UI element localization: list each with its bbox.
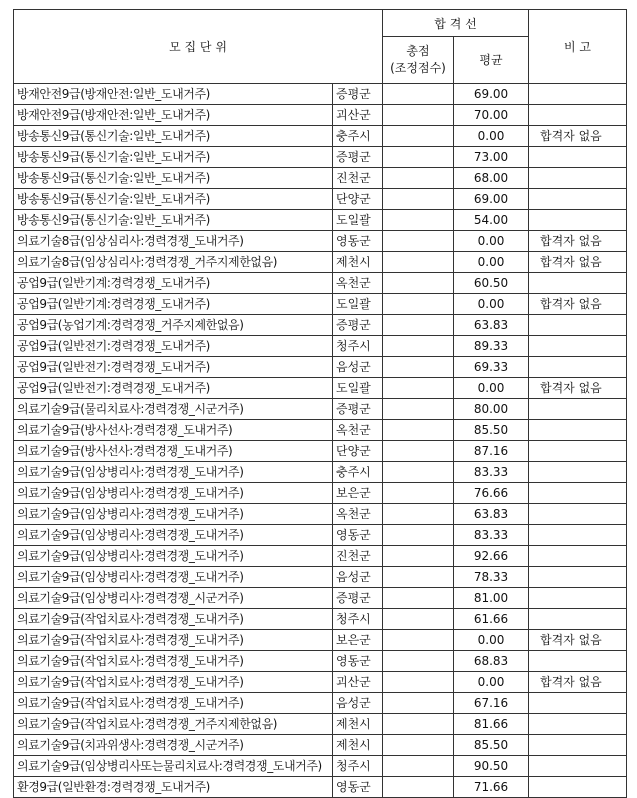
average-score-cell: 69.00 (454, 84, 529, 105)
region-cell: 청주시 (333, 336, 383, 357)
region-cell: 진천군 (333, 546, 383, 567)
recruitment-unit-cell: 의료기술9급(치과위생사:경력경쟁_시군거주) (14, 735, 333, 756)
average-score-cell: 0.00 (454, 294, 529, 315)
region-cell: 제천시 (333, 252, 383, 273)
total-score-cell (383, 672, 454, 693)
recruitment-unit-cell: 의료기술8급(임상심리사:경력경쟁_거주지제한없음) (14, 252, 333, 273)
table-row (14, 672, 627, 693)
region-cell: 단양군 (333, 189, 383, 210)
header-total-score (383, 37, 454, 84)
region-cell: 증평군 (333, 315, 383, 336)
region-cell: 음성군 (333, 567, 383, 588)
total-score-cell (383, 420, 454, 441)
recruitment-unit-cell: 공업9급(일반전기:경력경쟁_도내거주) (14, 357, 333, 378)
table-row (14, 294, 627, 315)
region-cell: 영동군 (333, 231, 383, 252)
recruitment-unit-cell: 환경9급(일반환경:경력경쟁_도내거주) (14, 777, 333, 798)
region-cell: 보은군 (333, 630, 383, 651)
total-score-cell (383, 84, 454, 105)
table-row (14, 777, 627, 798)
recruitment-unit-cell: 의료기술9급(물리치료사:경력경쟁_시군거주) (14, 399, 333, 420)
region-cell: 증평군 (333, 588, 383, 609)
recruitment-unit-cell: 방재안전9급(방재안전:일반_도내거주) (14, 84, 333, 105)
table-row (14, 693, 627, 714)
table-row (14, 231, 627, 252)
recruitment-unit-cell: 의료기술9급(임상병리사또는물리치료사:경력경쟁_도내거주) (14, 756, 333, 777)
remarks-cell (529, 273, 627, 294)
region-cell: 충주시 (333, 462, 383, 483)
remarks-cell (529, 483, 627, 504)
remarks-cell (529, 420, 627, 441)
remarks-cell (529, 651, 627, 672)
recruitment-unit-cell: 방송통신9급(통신기술:일반_도내거주) (14, 126, 333, 147)
region-cell: 진천군 (333, 168, 383, 189)
total-score-cell (383, 567, 454, 588)
table-row (14, 399, 627, 420)
average-score-cell: 54.00 (454, 210, 529, 231)
average-score-cell: 63.83 (454, 504, 529, 525)
total-score-cell (383, 147, 454, 168)
recruitment-unit-cell: 의료기술8급(임상심리사:경력경쟁_도내거주) (14, 231, 333, 252)
average-score-cell: 69.00 (454, 189, 529, 210)
average-score-cell: 0.00 (454, 630, 529, 651)
header-remarks: 비 고 (529, 10, 627, 84)
recruitment-unit-cell: 의료기술9급(작업치료사:경력경쟁_도내거주) (14, 630, 333, 651)
average-score-cell: 60.50 (454, 273, 529, 294)
total-score-cell (383, 189, 454, 210)
total-score-cell (383, 105, 454, 126)
total-score-cell (383, 651, 454, 672)
table-row (14, 504, 627, 525)
total-score-cell (383, 777, 454, 798)
total-score-cell (383, 378, 454, 399)
remarks-cell (529, 735, 627, 756)
average-score-cell: 90.50 (454, 756, 529, 777)
pass-score-table (13, 9, 627, 798)
total-score-cell (383, 525, 454, 546)
average-score-cell: 89.33 (454, 336, 529, 357)
average-score-cell: 0.00 (454, 378, 529, 399)
table-row (14, 168, 627, 189)
remarks-cell (529, 147, 627, 168)
remarks-cell: 합격자 없음 (529, 672, 627, 693)
average-score-cell: 92.66 (454, 546, 529, 567)
total-score-cell (383, 210, 454, 231)
remarks-cell (529, 693, 627, 714)
total-score-cell (383, 588, 454, 609)
table-row (14, 84, 627, 105)
table-row (14, 714, 627, 735)
recruitment-unit-cell: 의료기술9급(임상병리사:경력경쟁_도내거주) (14, 546, 333, 567)
average-score-cell: 67.16 (454, 693, 529, 714)
recruitment-unit-cell: 공업9급(일반기계:경력경쟁_도내거주) (14, 294, 333, 315)
recruitment-unit-cell: 공업9급(일반기계:경력경쟁_도내거주) (14, 273, 333, 294)
table-row (14, 126, 627, 147)
region-cell: 증평군 (333, 84, 383, 105)
region-cell: 제천시 (333, 714, 383, 735)
region-cell: 음성군 (333, 357, 383, 378)
recruitment-unit-cell: 의료기술9급(임상병리사:경력경쟁_도내거주) (14, 483, 333, 504)
table-row (14, 147, 627, 168)
table-row (14, 462, 627, 483)
region-cell: 청주시 (333, 756, 383, 777)
region-cell: 단양군 (333, 441, 383, 462)
total-score-cell (383, 357, 454, 378)
remarks-cell (529, 315, 627, 336)
recruitment-unit-cell: 방송통신9급(통신기술:일반_도내거주) (14, 189, 333, 210)
total-score-cell (383, 252, 454, 273)
recruitment-unit-cell: 의료기술9급(임상병리사:경력경쟁_도내거주) (14, 504, 333, 525)
recruitment-unit-cell: 방송통신9급(통신기술:일반_도내거주) (14, 147, 333, 168)
average-score-cell: 83.33 (454, 525, 529, 546)
average-score-cell: 70.00 (454, 105, 529, 126)
region-cell: 충주시 (333, 126, 383, 147)
region-cell: 괴산군 (333, 105, 383, 126)
total-score-cell (383, 546, 454, 567)
total-score-cell (383, 483, 454, 504)
recruitment-unit-cell: 공업9급(일반전기:경력경쟁_도내거주) (14, 336, 333, 357)
table-row (14, 525, 627, 546)
header-total-label: 총점 (406, 44, 430, 58)
table-row (14, 210, 627, 231)
total-score-cell (383, 441, 454, 462)
table-header (14, 10, 627, 84)
recruitment-unit-cell: 의료기술9급(작업치료사:경력경쟁_도내거주) (14, 651, 333, 672)
recruitment-unit-cell: 의료기술9급(임상병리사:경력경쟁_도내거주) (14, 462, 333, 483)
average-score-cell: 83.33 (454, 462, 529, 483)
table-row (14, 756, 627, 777)
region-cell: 옥천군 (333, 420, 383, 441)
recruitment-unit-cell: 의료기술9급(임상병리사:경력경쟁_도내거주) (14, 567, 333, 588)
region-cell: 옥천군 (333, 504, 383, 525)
table-row (14, 651, 627, 672)
remarks-cell (529, 609, 627, 630)
region-cell: 도일괄 (333, 378, 383, 399)
total-score-cell (383, 462, 454, 483)
table-row (14, 315, 627, 336)
average-score-cell: 61.66 (454, 609, 529, 630)
average-score-cell: 85.50 (454, 735, 529, 756)
header-total-sublabel: (조정점수) (390, 61, 446, 75)
total-score-cell (383, 504, 454, 525)
average-score-cell: 80.00 (454, 399, 529, 420)
region-cell: 제천시 (333, 735, 383, 756)
table-row (14, 420, 627, 441)
recruitment-unit-cell: 방송통신9급(통신기술:일반_도내거주) (14, 210, 333, 231)
recruitment-unit-cell: 의료기술9급(방사선사:경력경쟁_도내거주) (14, 420, 333, 441)
remarks-cell (529, 588, 627, 609)
remarks-cell: 합격자 없음 (529, 294, 627, 315)
average-score-cell: 81.00 (454, 588, 529, 609)
remarks-cell (529, 210, 627, 231)
remarks-cell: 합격자 없음 (529, 231, 627, 252)
recruitment-unit-cell: 방송통신9급(통신기술:일반_도내거주) (14, 168, 333, 189)
remarks-cell (529, 105, 627, 126)
remarks-cell (529, 777, 627, 798)
remarks-cell (529, 525, 627, 546)
total-score-cell (383, 693, 454, 714)
table-row (14, 441, 627, 462)
table-row (14, 336, 627, 357)
total-score-cell (383, 231, 454, 252)
recruitment-unit-cell: 방재안전9급(방재안전:일반_도내거주) (14, 105, 333, 126)
header-average: 평균 (454, 37, 529, 84)
remarks-cell (529, 441, 627, 462)
average-score-cell: 69.33 (454, 357, 529, 378)
table-row (14, 189, 627, 210)
region-cell: 도일괄 (333, 210, 383, 231)
table-row (14, 735, 627, 756)
recruitment-unit-cell: 의료기술9급(작업치료사:경력경쟁_도내거주) (14, 609, 333, 630)
remarks-cell: 합격자 없음 (529, 378, 627, 399)
table-row (14, 273, 627, 294)
total-score-cell (383, 168, 454, 189)
region-cell: 청주시 (333, 609, 383, 630)
average-score-cell: 85.50 (454, 420, 529, 441)
remarks-cell (529, 546, 627, 567)
region-cell: 옥천군 (333, 273, 383, 294)
table-row (14, 630, 627, 651)
remarks-cell (529, 504, 627, 525)
table-row (14, 567, 627, 588)
table-row (14, 546, 627, 567)
recruitment-unit-cell: 의료기술9급(임상병리사:경력경쟁_도내거주) (14, 525, 333, 546)
average-score-cell: 87.16 (454, 441, 529, 462)
remarks-cell: 합격자 없음 (529, 252, 627, 273)
remarks-cell (529, 336, 627, 357)
recruitment-unit-cell: 의료기술9급(임상병리사:경력경쟁_시군거주) (14, 588, 333, 609)
remarks-cell: 합격자 없음 (529, 630, 627, 651)
total-score-cell (383, 714, 454, 735)
region-cell: 도일괄 (333, 294, 383, 315)
remarks-cell (529, 399, 627, 420)
region-cell: 영동군 (333, 777, 383, 798)
average-score-cell: 0.00 (454, 231, 529, 252)
total-score-cell (383, 756, 454, 777)
recruitment-unit-cell: 의료기술9급(작업치료사:경력경쟁_거주지제한없음) (14, 714, 333, 735)
table-row (14, 588, 627, 609)
average-score-cell: 0.00 (454, 672, 529, 693)
remarks-cell (529, 714, 627, 735)
region-cell: 증평군 (333, 147, 383, 168)
table-row (14, 609, 627, 630)
average-score-cell: 68.00 (454, 168, 529, 189)
total-score-cell (383, 273, 454, 294)
recruitment-unit-cell: 의료기술9급(작업치료사:경력경쟁_도내거주) (14, 693, 333, 714)
recruitment-unit-cell: 공업9급(일반전기:경력경쟁_도내거주) (14, 378, 333, 399)
total-score-cell (383, 399, 454, 420)
total-score-cell (383, 609, 454, 630)
region-cell: 보은군 (333, 483, 383, 504)
total-score-cell (383, 294, 454, 315)
table-row (14, 252, 627, 273)
recruitment-unit-cell: 공업9급(농업기계:경력경쟁_거주지제한없음) (14, 315, 333, 336)
header-pass-line: 합 격 선 (383, 10, 529, 37)
remarks-cell (529, 84, 627, 105)
remarks-cell (529, 462, 627, 483)
total-score-cell (383, 735, 454, 756)
total-score-cell (383, 126, 454, 147)
remarks-cell (529, 567, 627, 588)
table-row (14, 105, 627, 126)
average-score-cell: 68.83 (454, 651, 529, 672)
total-score-cell (383, 315, 454, 336)
average-score-cell: 0.00 (454, 126, 529, 147)
remarks-cell (529, 357, 627, 378)
recruitment-unit-cell: 의료기술9급(작업치료사:경력경쟁_도내거주) (14, 672, 333, 693)
total-score-cell (383, 630, 454, 651)
total-score-cell (383, 336, 454, 357)
remarks-cell: 합격자 없음 (529, 126, 627, 147)
table-body (14, 84, 627, 798)
average-score-cell: 73.00 (454, 147, 529, 168)
remarks-cell (529, 756, 627, 777)
average-score-cell: 0.00 (454, 252, 529, 273)
remarks-cell (529, 168, 627, 189)
average-score-cell: 78.33 (454, 567, 529, 588)
table-row (14, 483, 627, 504)
region-cell: 괴산군 (333, 672, 383, 693)
region-cell: 음성군 (333, 693, 383, 714)
average-score-cell: 81.66 (454, 714, 529, 735)
header-recruitment-unit: 모 집 단 위 (14, 10, 383, 84)
region-cell: 영동군 (333, 525, 383, 546)
average-score-cell: 76.66 (454, 483, 529, 504)
table-row (14, 378, 627, 399)
average-score-cell: 63.83 (454, 315, 529, 336)
region-cell: 영동군 (333, 651, 383, 672)
region-cell: 증평군 (333, 399, 383, 420)
remarks-cell (529, 189, 627, 210)
recruitment-unit-cell: 의료기술9급(방사선사:경력경쟁_도내거주) (14, 441, 333, 462)
average-score-cell: 71.66 (454, 777, 529, 798)
table-row (14, 357, 627, 378)
